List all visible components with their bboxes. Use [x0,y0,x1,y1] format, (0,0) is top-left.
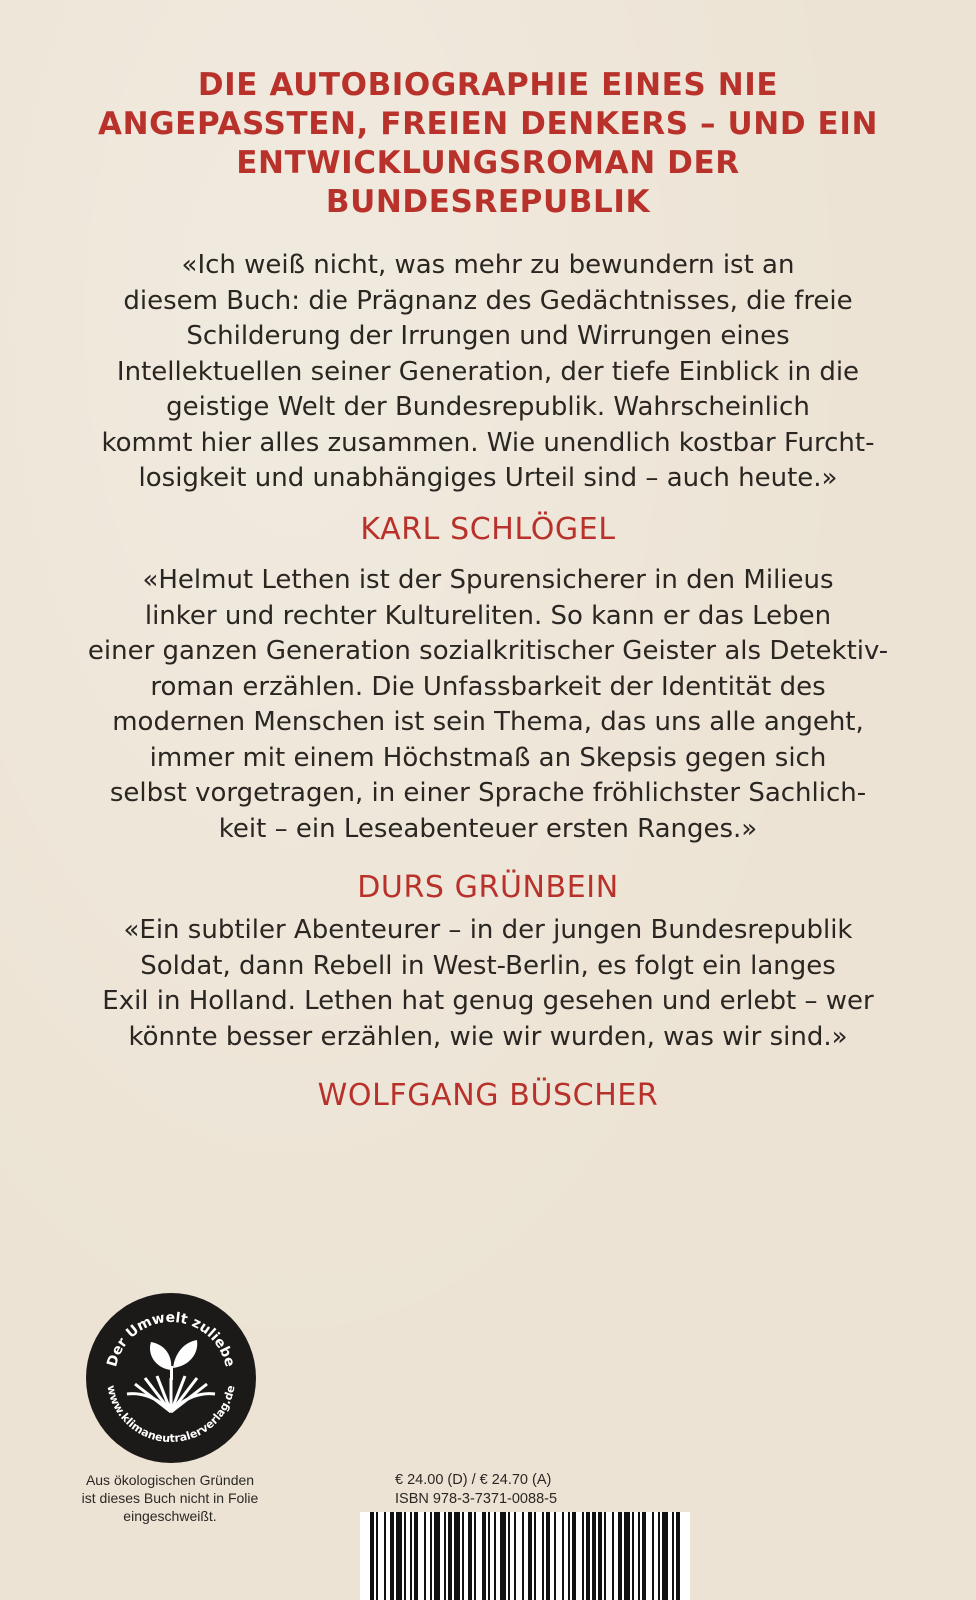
barcode-bar [612,1512,614,1600]
barcode-bar [462,1512,464,1600]
barcode-bar [642,1512,646,1600]
barcode-bar [482,1512,486,1600]
quote-line: könnte besser erzählen, wie wir wurden, was wir sind.» [128,1021,848,1052]
barcode-bar [592,1512,596,1600]
barcode-bar [430,1512,432,1600]
barcode-bar [414,1512,418,1600]
barcode-bar [404,1512,406,1600]
quote-line: geistige Welt der Bundesrepublik. Wahrscheinlich [166,392,810,422]
eco-note-line: Aus ökologischen Gründen [85,1472,255,1488]
quote-line: «Helmut Lethen ist der Spurensicherer in den Milieus [142,565,834,595]
barcode-bar [494,1512,496,1600]
barcode-bar [676,1512,680,1600]
barcode-bar [546,1512,550,1600]
barcode-bar [582,1512,584,1600]
headline-line: ANGEPASSTEN, FREIEN DENKERS – UND EIN [97,106,879,142]
quote-line: «Ich weiß nicht, was mehr zu bewundern ist an [181,250,795,280]
quote-line: keit – ein Leseabenteuer ersten Ranges.» [218,813,758,844]
quote-line: modernen Menschen ist sein Thema, das uns alle angeht, [112,707,864,737]
quote-line: selbst vorgetragen, in einer Sprache fröhlichster Sachlich- [109,778,867,808]
blurb-quote-schloegel [70,248,906,497]
cover-headline [60,66,916,222]
barcode-bar [444,1512,446,1600]
quote-line: kommt hier alles zusammen. Wie unendlich kostbar Furcht- [101,427,875,458]
isbn-line: ISBN 978-3-7371-0088-5 [395,1491,558,1507]
barcode-bars [360,1512,690,1600]
barcode-bar [488,1512,490,1600]
eco-note-line: ist dieses Buch nicht in Folie [81,1490,259,1506]
barcode-bar [632,1512,634,1600]
quote-line: losigkeit und unabhängiges Urteil sind – auch heute.» [138,463,838,493]
quote-line: diesem Buch: die Prägnanz des Gedächtnisses, die freie [123,285,853,316]
barcode-bar [454,1512,460,1600]
climate-neutral-badge [85,1292,257,1464]
badge-bottom-text: www.klimaneutralerverlag.de [104,1384,238,1446]
barcode-bar [514,1512,516,1600]
barcode-bar [410,1512,412,1600]
barcode-bar [652,1512,654,1600]
quote-line: «Ein subtiler Abenteurer – in der jungen Bundesrepublik [123,915,853,945]
barcode-bar [500,1512,506,1600]
barcode-bar [370,1512,374,1600]
quote-line: linker und rechter Kultureliten. So kann er das Leben [144,600,832,631]
barcode-bar [534,1512,536,1600]
barcode-bar [390,1512,394,1600]
barcode-bar [474,1512,476,1600]
quote-line: roman erzählen. Die Unfassbarkeit der Identität des [150,671,826,702]
quote-line: immer mit einem Höchstmaß an Skepsis gegen sich [149,742,827,773]
barcode-bar [542,1512,544,1600]
barcode-bar [638,1512,640,1600]
price-line: € 24.00 (D) / € 24.70 (A) [395,1472,552,1488]
headline-line: DIE AUTOBIOGRAPHIE EINES NIE [197,67,779,103]
quote-line: Schilderung der Irrungen und Wirrungen eines [186,321,790,351]
quote-line: Exil in Holland. Lethen hat genug gesehen und erlebt – wer [102,986,874,1016]
barcode-bar [468,1512,472,1600]
blurb-quote-gruenbein [70,563,906,847]
barcode-bar [528,1512,532,1600]
eco-note-line: eingeschweißt. [123,1508,217,1524]
barcode-bar [662,1512,668,1600]
barcode-bar [396,1512,402,1600]
quote-author: DURS GRÜNBEIN [357,870,619,905]
barcode-bar [568,1512,570,1600]
quote-line: einer ganzen Generation sozialkritischer Geister als Detektiv- [87,636,889,666]
barcode-bar [384,1512,386,1600]
barcode-bar [658,1512,660,1600]
headline-line: ENTWICKLUNGSROMAN DER [236,145,740,181]
barcode-bar [604,1512,606,1600]
barcode-bar [376,1512,378,1600]
blurb-quote-buescher [70,913,906,1055]
eco-note [60,1471,280,1525]
barcode-bar [598,1512,602,1600]
barcode-bar [522,1512,524,1600]
badge-top-text: Der Umwelt zuliebe [104,1309,238,1369]
badge-graphic [85,1292,257,1464]
headline-line: BUNDESREPUBLIK [325,184,651,220]
barcode-bar [562,1512,564,1600]
quote-line: Soldat, dann Rebell in West-Berlin, es folgt ein langes [140,950,836,981]
barcode-bar [554,1512,556,1600]
isbn-barcode [360,1512,690,1600]
barcode-bar [586,1512,590,1600]
barcode-bar [448,1512,452,1600]
barcode-bar [424,1512,426,1600]
price-info [395,1471,695,1509]
barcode-bar [672,1512,674,1600]
quote-author: WOLFGANG BÜSCHER [317,1078,659,1113]
quote-author: KARL SCHLÖGEL [360,512,616,547]
barcode-bar [618,1512,622,1600]
quote-line: Intellektuellen seiner Generation, der tiefe Einblick in die [116,356,860,387]
barcode-bar [508,1512,510,1600]
barcode-bar [624,1512,630,1600]
barcode-bar [434,1512,440,1600]
barcode-bar [572,1512,576,1600]
